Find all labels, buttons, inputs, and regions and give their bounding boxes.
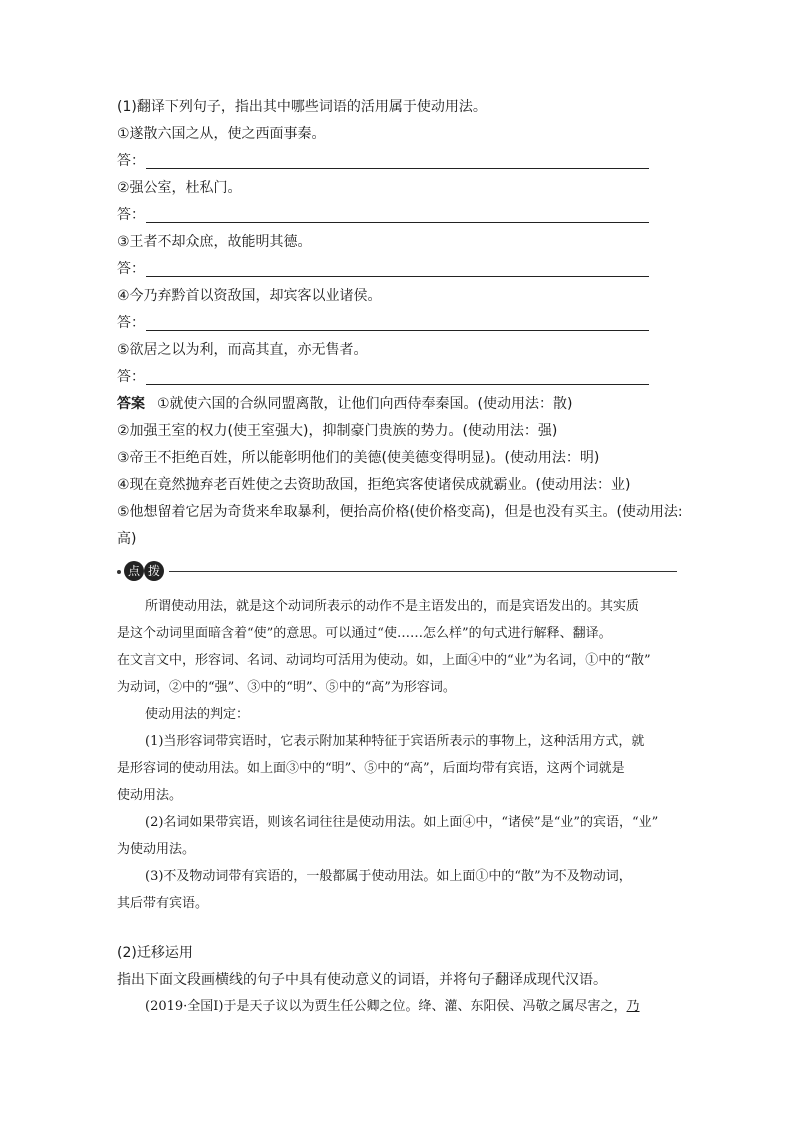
- sentence-5: ⑤欲居之以为利，而高其直，亦无售者。: [117, 342, 368, 358]
- answer-blank-1[interactable]: [117, 151, 649, 171]
- answer-line-3: ③帝王不拒绝百姓，所以能彰明他们的美德(使美德变得明显)。(使动用法：明): [117, 450, 600, 466]
- hint-line: 为动词，②中的“强”、③中的“明”、⑤中的“高”为形容词。: [117, 680, 456, 695]
- answer-blank-3[interactable]: [117, 259, 649, 279]
- sentence-2: ②强公室，杜私门。: [117, 180, 242, 196]
- hint-line: 使动用法。: [117, 788, 183, 803]
- sentence-3: ③王者不却众庶，故能明其德。: [117, 234, 312, 250]
- answer-underline: [146, 222, 649, 223]
- answer-underline: [146, 276, 649, 277]
- answer-line-1: [117, 394, 572, 414]
- hint-header: [117, 560, 677, 584]
- answer-line-5: ⑤他想留着它居为奇货来牟取暴利，便抬高价格(使价格变高)，但是也没有买主。(使动用法:: [117, 504, 683, 520]
- hint-line: (1)当形容词带宾语时，它表示附加某种特征于宾语所表示的事物上，这种活用方式，就: [145, 734, 645, 749]
- answer-label: 答：: [117, 261, 145, 277]
- answer-underline: [146, 384, 649, 385]
- answer-underline: [146, 330, 649, 331]
- bullet-dot-icon: [117, 570, 121, 574]
- answer-tag: 答案: [117, 396, 145, 412]
- answer-text: ①就使六国的合纵同盟离散，让他们向西侍奉秦国。(使动用法：散): [157, 396, 573, 412]
- answer-label: 答：: [117, 315, 145, 331]
- hint-line: 使动用法的判定：: [145, 707, 250, 722]
- answer-line-4: ④现在竟然抛弃老百姓使之去资助敌国，拒绝宾客使诸侯成就霸业。(使动用法：业): [117, 477, 631, 493]
- question-2-instruction: 指出下面文段画横线的句子中具有使动意义的词语，并将句子翻译成现代汉语。: [117, 972, 607, 988]
- answer-label: 答：: [117, 207, 145, 223]
- hint-badge: 点: [124, 561, 144, 581]
- hint-badge: 拨: [144, 561, 164, 581]
- sentence-1: ①遂散六国之从，使之西面事秦。: [117, 126, 326, 142]
- hint-line: (2)名词如果带宾语，则该名词往往是使动用法。如上面④中，“诸侯”是“业”的宾语，“业”: [145, 815, 659, 830]
- hint-line: 是这个动词里面暗含着“使”的意思。可以通过“使……怎么样”的句式进行解释、翻译。: [117, 626, 612, 641]
- answer-label: 答：: [117, 153, 145, 169]
- hint-line: 为使动用法。: [117, 842, 196, 857]
- answer-line-2: ②加强王室的权力(使王室强大)，抑制豪门贵族的势力。(使动用法：强): [117, 423, 558, 439]
- hint-line: 在文言文中，形容词、名词、动词均可活用为使动。如，上面④中的“业”为名词，①中的“散”: [117, 653, 651, 668]
- question-1-title: (1)翻译下列句子，指出其中哪些词语的活用属于使动用法。: [117, 99, 487, 115]
- divider: [169, 571, 677, 572]
- answer-line-6: 高): [117, 531, 137, 547]
- sentence-4: ④今乃弃黔首以资敌国，却宾客以业诸侯。: [117, 288, 382, 304]
- passage-line: [145, 997, 640, 1017]
- hint-line: 所谓使动用法，就是这个动词所表示的动作不是主语发出的，而是宾语发出的。其实质: [145, 599, 640, 614]
- answer-underline: [146, 168, 649, 169]
- hint-line: (3)不及物动词带有宾语的，一般都属于使动用法。如上面①中的“散”为不及物动词，: [145, 869, 632, 884]
- hint-line: 是形容词的使动用法。如上面③中的“明”、⑤中的“高”，后面均带有宾语，这两个词就是: [117, 761, 625, 776]
- answer-blank-2[interactable]: [117, 205, 649, 225]
- answer-blank-4[interactable]: [117, 313, 649, 333]
- answer-label: 答：: [117, 369, 145, 385]
- question-2-title: (2)迁移运用: [117, 945, 193, 961]
- answer-blank-5[interactable]: [117, 367, 649, 387]
- underlined-text: 乃: [626, 999, 640, 1014]
- hint-line: 其后带有宾语。: [117, 896, 209, 911]
- passage-text: (2019·全国Ⅰ)于是天子议以为贾生任公卿之位。绛、灌、东阳侯、冯敬之属尽害之，: [145, 999, 627, 1014]
